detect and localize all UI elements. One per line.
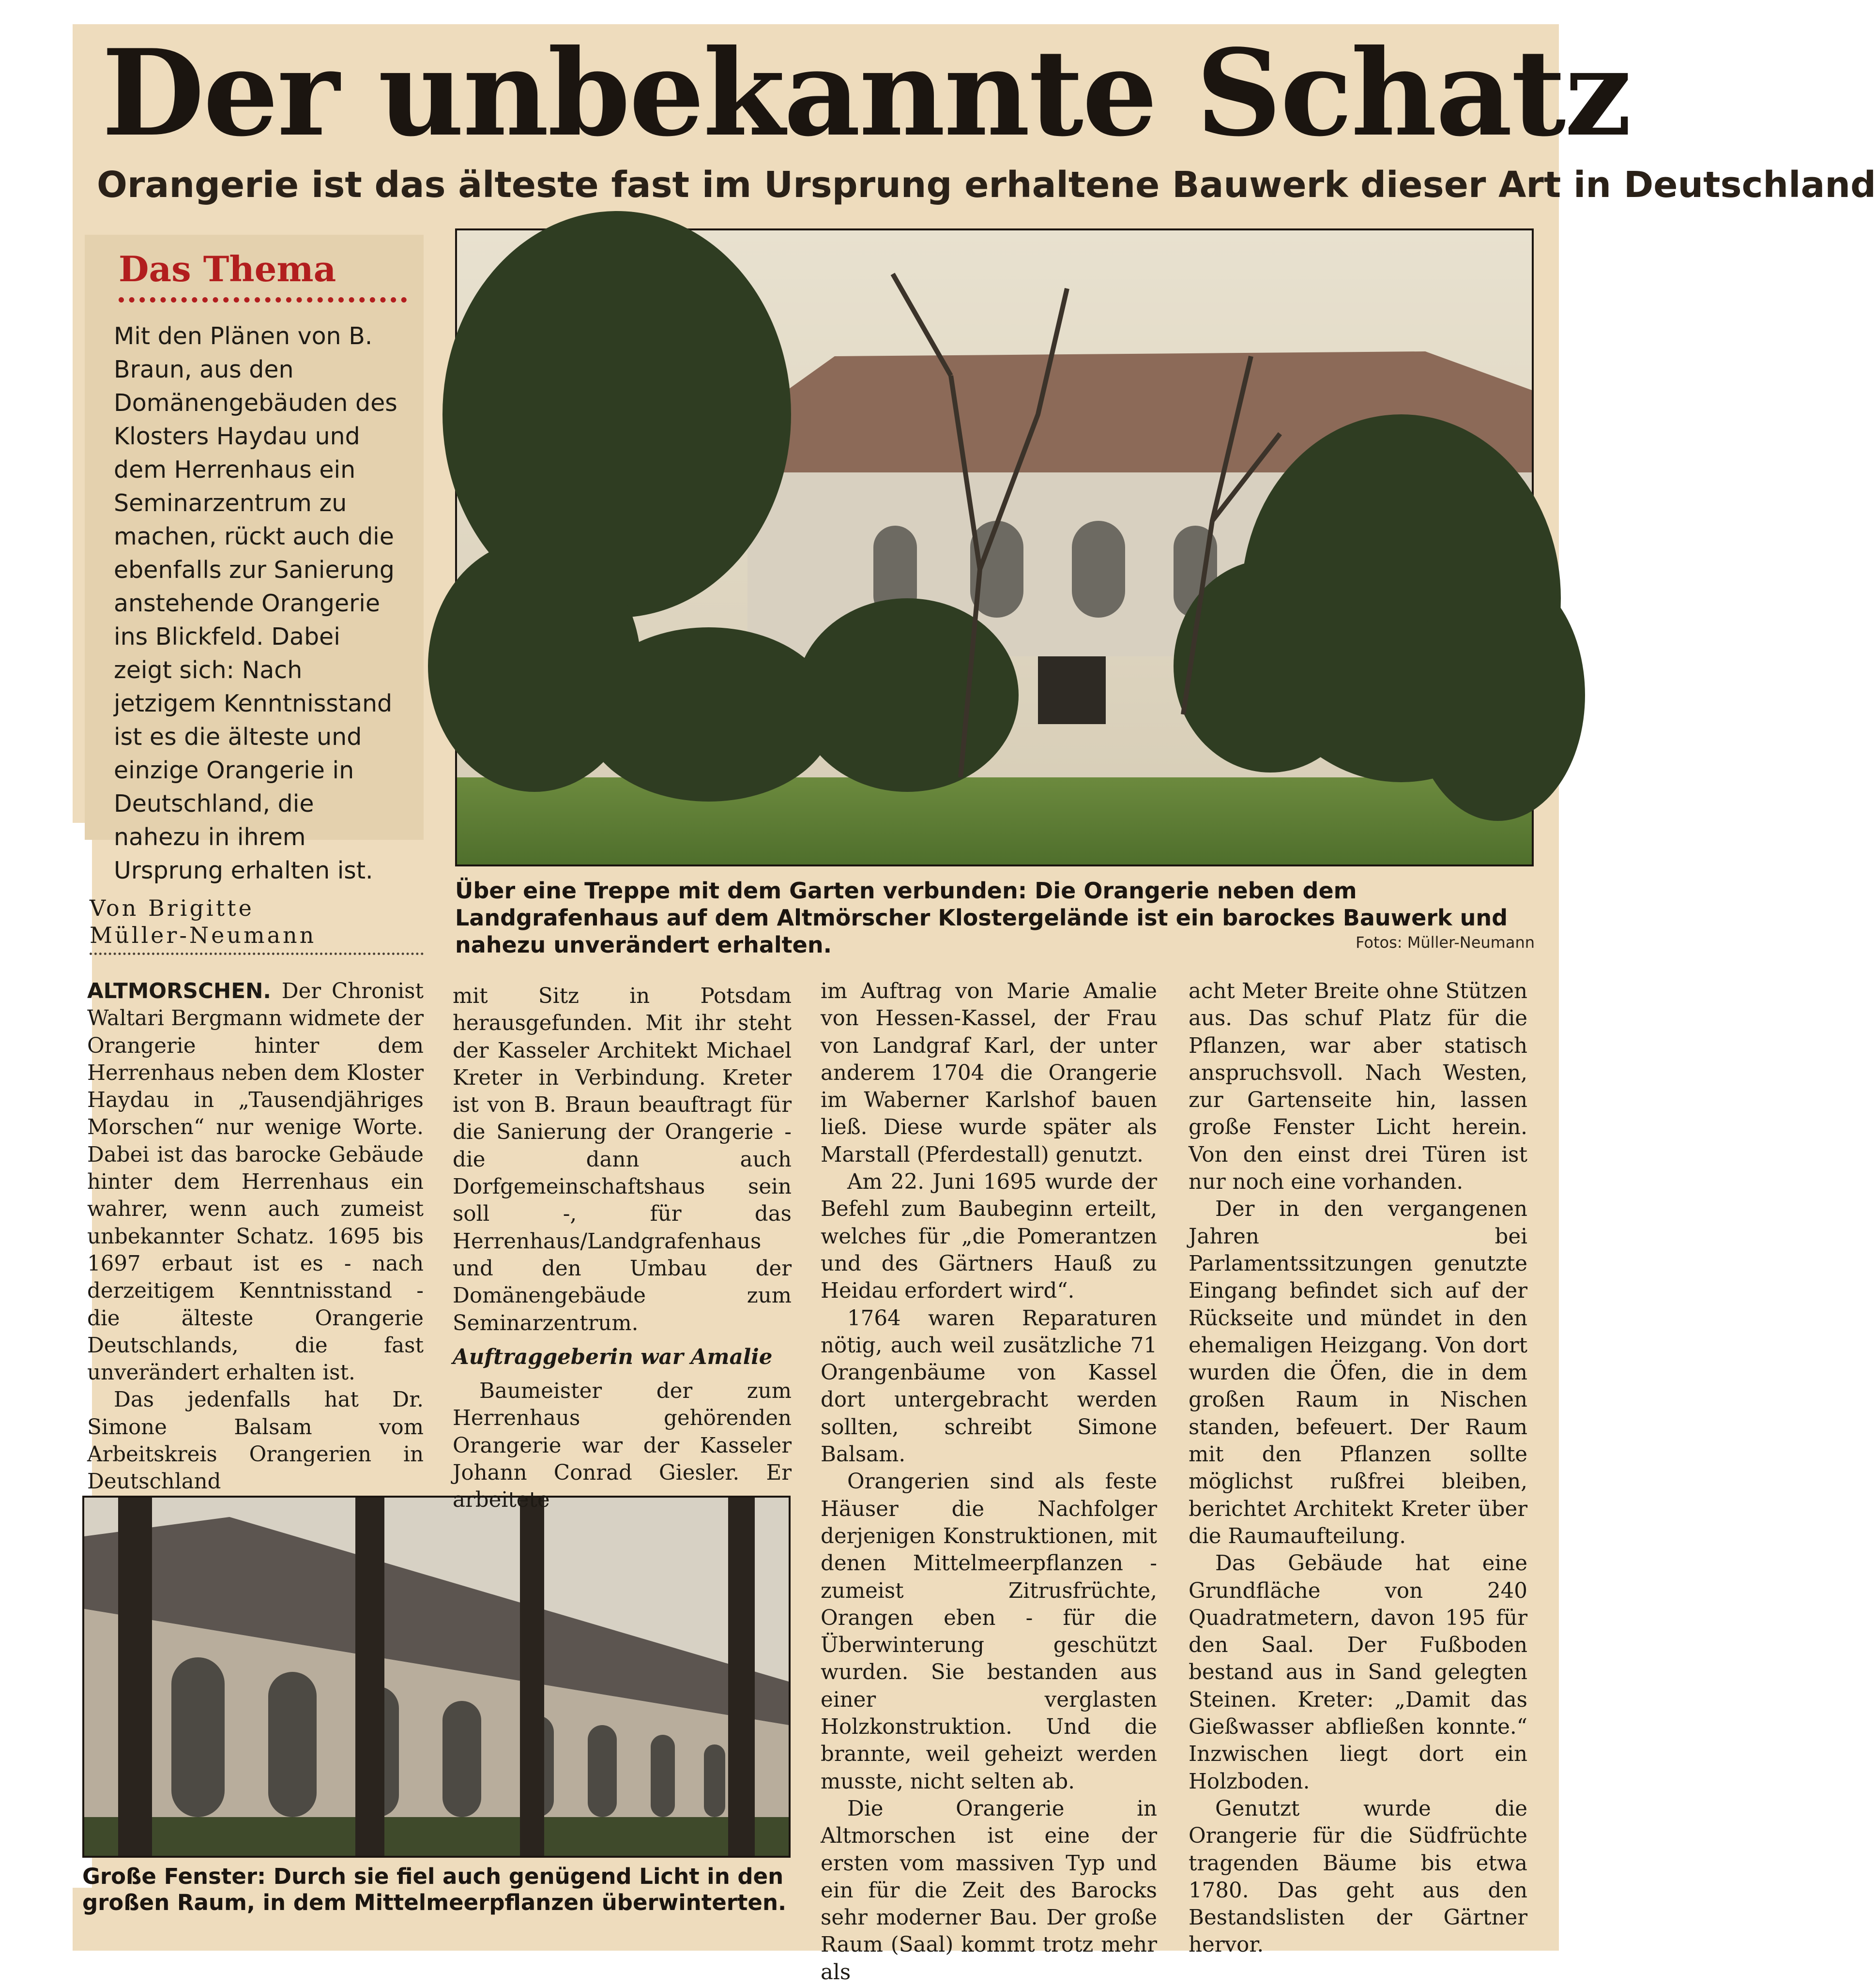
- paragraph: Das jedenfalls hat Dr. Simone Balsam vom Arbeitskreis Orangerien in Deutschland: [87, 1388, 424, 1494]
- byline-line-1: Von Brigitte: [90, 895, 254, 921]
- photo-caption-top: Über eine Treppe mit dem Garten verbunden: Die Orangerie neben dem Landgrafenhaus auf dem Altmörscher Klostergelände ist ein barockes Bauwerk und nahezu unverändert erhalten.: [455, 878, 1508, 958]
- paragraph: mit Sitz in Potsdam herausgefunden. Mit ihr steht der Kasseler Architekt Michael Kreter in Verbindung. Kreter ist von B. Braun beauftragt für die Sanierung der Orangerie - die dann auch Dorfgemeinschaftshaus sein soll -, für das Herrenhaus/Landgrafenhaus und den Umbau der Domänengebäude zum Seminarzentrum.: [453, 984, 792, 1335]
- subheading: Auftraggeberin war Amalie: [453, 1344, 773, 1369]
- photo-orangery-windows: [82, 1496, 791, 1858]
- paragraph: im Auftrag von Marie Amalie von Hessen-Kassel, der Frau von Landgraf Karl, der unter anderem 1704 die Orangerie im Waberner Karlshof bauen ließ. Diese wurde später als Marstall (Pferdestall) genutzt.: [821, 979, 1157, 1167]
- paragraph: Die Orangerie in Altmorschen ist eine der ersten vom massiven Typ und ein für die Zeit des Barocks sehr moderner Bau. Der große Raum (Saal) kommt trotz mehr als: [821, 1796, 1157, 1985]
- article-column-4: [1189, 978, 1527, 1959]
- sidebar-divider: [119, 297, 407, 303]
- paragraph: Baumeister der zum Herrenhaus gehörenden Orangerie war der Kasseler Johann Conrad Giesler. Er arbeitete: [453, 1379, 792, 1513]
- photo-caption-bottom: Große Fenster: Durch sie fiel auch genügend Licht in den großen Raum, in dem Mittelmeerpflanzen überwinterten.: [82, 1864, 787, 1915]
- sidebar-text: Mit den Plänen von B. Braun, aus den Domänengebäuden des Klosters Haydau und dem Herrenhaus ein Seminarzentrum zu machen, rückt auch die ebenfalls zur Sanierung anstehende Orangerie ins Blickfeld. Dabei zeigt sich: Nach jetzigem Kenntnisstand ist es die älteste und einzige Orangerie in Deutschland, die nahezu in ihrem Ursprung erhalten ist.: [114, 322, 397, 884]
- byline-divider: [90, 953, 424, 955]
- headline: Der unbekannte Schatz: [102, 23, 1631, 163]
- paragraph: Genutzt wurde die Orangerie für die Südfrüchte tragenden Bäume bis etwa 1780. Das geht aus den Bestandslisten der Gärtner hervor.: [1189, 1796, 1527, 1957]
- photo-orangery-garden: [455, 228, 1534, 866]
- article-column-1: [87, 978, 424, 1496]
- byline-author: Müller-Neumann: [90, 922, 317, 948]
- paragraph: Am 22. Juni 1695 wurde der Befehl zum Baubeginn erteilt, welches für „die Pomerantzen und des Gärtners Hauß zu Heidau erfordert wird“.: [821, 1170, 1157, 1304]
- paragraph: 1764 waren Reparaturen nötig, auch weil zusätzliche 71 Orangenbäume von Kassel dort untergebracht werden sollten, schreibt Simone Balsam.: [821, 1306, 1157, 1467]
- dateline: ALTMORSCHEN.: [87, 979, 271, 1003]
- paragraph-text: Der Chronist Waltari Bergmann widmete der Orangerie hinter dem Herrenhaus neben dem Kloster Haydau in „Tausendjähriges Morschen“ nur wenige Worte. Dabei ist das barocke Gebäude hinter dem Herrenhaus ein wahrer, wenn auch zumeist unbekannter Schatz. 1695 bis 1697 erbaut ist es - nach derzeitigem Kenntnisstand - die älteste Orangerie Deutschlands, die fast unverändert erhalten ist.: [87, 979, 424, 1385]
- photo-credit: Fotos: Müller-Neumann: [1356, 933, 1535, 952]
- photo-orangery-garden-image: [457, 230, 1532, 864]
- article-column-2: [453, 983, 792, 1514]
- article-column-3: [821, 978, 1157, 1986]
- paragraph: Orangerien sind als feste Häuser die Nachfolger derjenigen Konstruktionen, mit denen Mittelmeerpflanzen - zumeist Zitrusfrüchte, Orangen eben - für die Überwinterung geschützt wurden. Sie bestanden aus einer verglasten Holzkonstruktion. Und die brannte, weil geheizt werden musste, nicht selten ab.: [821, 1470, 1157, 1794]
- paragraph: Der in den vergangenen Jahren bei Parlamentssitzungen genutzte Eingang befindet sich auf der Rückseite und mündet in den ehemaligen Heizgang. Von dort wurden die Öfen, die in dem großen Raum in Nischen standen, befeuert. Der Raum mit den Pflanzen sollte möglichst rußfrei bleiben, berichtet Architekt Kreter über die Raumaufteilung.: [1189, 1197, 1527, 1548]
- paragraph: Das Gebäude hat eine Grundfläche von 240 Quadratmetern, davon 195 für den Saal. Der Fußboden bestand aus in Sand gelegten Steinen. Kreter: „Damit das Gießwasser abfließen konnte.“ Inzwischen liegt dort ein Holzboden.: [1189, 1551, 1527, 1794]
- paragraph: acht Meter Breite ohne Stützen aus. Das schuf Platz für die Pflanzen, war aber statisch anspruchsvoll. Nach Westen, zur Gartenseite hin, lassen große Fenster Licht herein. Von den einst drei Türen ist nur noch eine vorhanden.: [1189, 979, 1527, 1195]
- sidebar-title: Das Thema: [119, 248, 336, 289]
- photo-orangery-windows-image: [84, 1498, 789, 1856]
- paragraph: [87, 978, 424, 1386]
- byline: [90, 894, 424, 949]
- subheadline: Orangerie ist das älteste fast im Ursprung erhaltene Bauwerk dieser Art in Deutschland: [97, 164, 1876, 206]
